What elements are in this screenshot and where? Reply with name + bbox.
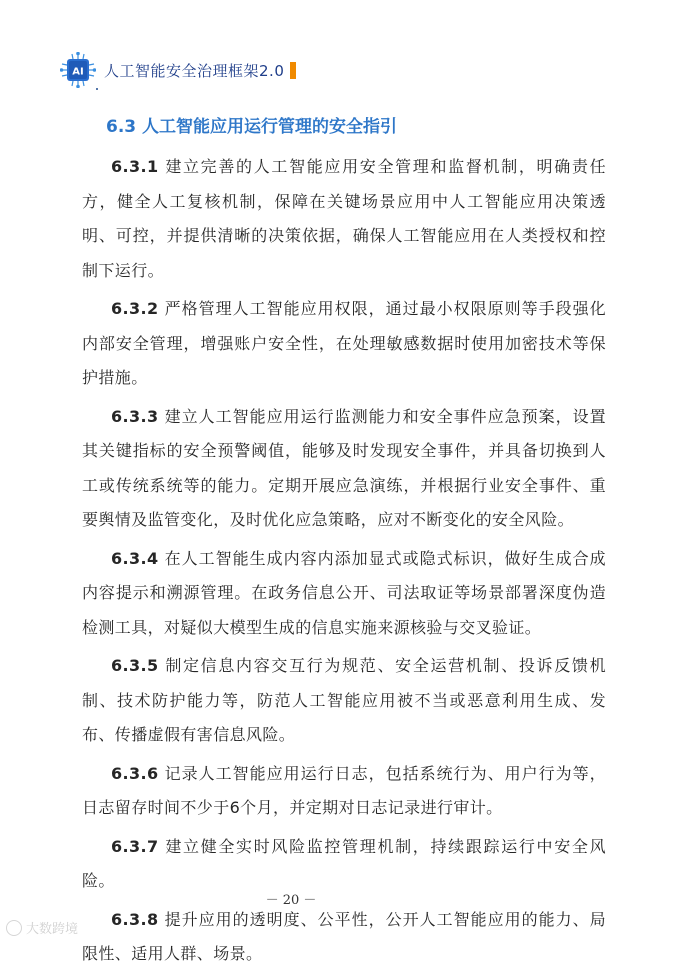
clause-number: 6.3.6: [111, 763, 159, 783]
document-title: 人工智能安全治理框架2.0: [104, 61, 285, 80]
clause-number: 6.3.1: [111, 157, 159, 176]
clause-text: 记录人工智能应用运行日志，包括系统行为、用户行为等，日志留存时间不少于6个月，并定期对日志记录进行审计。: [82, 763, 606, 817]
clause-number: 6.3.3: [111, 406, 159, 426]
paragraph-6-3-5: [82, 649, 606, 753]
paragraph-6-3-2: [82, 292, 606, 396]
clause-text: 提升应用的透明度、公平性，公开人工智能应用的能力、局限性、适用人群、场景。: [82, 909, 606, 963]
clause-number: 6.3.7: [111, 836, 159, 856]
logo-text: AI: [72, 66, 84, 78]
section-heading: 6.3 人工智能应用运行管理的安全指引: [106, 117, 398, 137]
paragraph-6-3-8: [82, 903, 606, 972]
paragraph-6-3-4: [82, 542, 606, 646]
clause-text: 建立人工智能应用运行监测能力和安全事件应急预案，设置其关键指标的安全预警阈值，能够及时发现安全事件，并具备切换到人工或传统系统等的能力。定期开展应急演练，并根据行业安全事件、重要舆情及监管变化，及时优化应急策略，应对不断变化的安全风险。: [82, 406, 606, 529]
clause-number: 6.3.8: [111, 909, 159, 929]
paragraph-6-3-3: [82, 400, 606, 538]
clause-text: 严格管理人工智能应用权限，通过最小权限原则等手段强化内部安全管理，增强账户安全性，在处理敏感数据时使用加密技术等保护措施。: [82, 299, 606, 387]
page-number: － 20 －: [265, 893, 317, 908]
clause-text: 制定信息内容交互行为规范、安全运营机制、投诉反馈机制、技术防护能力等，防范人工智能应用被不当或恶意利用生成、发布、传播虚假有害信息风险。: [82, 656, 606, 744]
header-accent-bar: [290, 62, 296, 79]
watermark-logo-icon: [6, 920, 22, 936]
clause-number: 6.3.2: [111, 299, 159, 318]
header-dot: [96, 88, 98, 90]
clause-text: 在人工智能生成内容内添加显式或隐式标识，做好生成合成内容提示和溯源管理。在政务信息公开、司法取证等场景部署深度伪造检测工具，对疑似大模型生成的信息实施来源核验与交叉验证。: [82, 548, 606, 637]
clause-text: 建立完善的人工智能应用安全管理和监督机制，明确责任方，健全人工复核机制，保障在关键场景应用中人工智能应用决策透明、可控，并提供清晰的决策依据，确保人工智能应用在人类授权和控制下运行。: [82, 157, 606, 280]
ai-chip-logo-icon: [60, 52, 96, 88]
clause-number: 6.3.4: [111, 548, 159, 568]
page-header: [60, 52, 296, 88]
clause-text: 建立健全实时风险监控管理机制，持续跟踪运行中安全风险。: [82, 836, 606, 890]
paragraph-6-3-6: [82, 757, 606, 826]
body-text: [82, 150, 606, 976]
clause-number: 6.3.5: [111, 656, 159, 675]
watermark-text: 大数跨境: [26, 922, 79, 937]
watermark: [6, 918, 78, 937]
paragraph-6-3-1: [82, 150, 606, 288]
